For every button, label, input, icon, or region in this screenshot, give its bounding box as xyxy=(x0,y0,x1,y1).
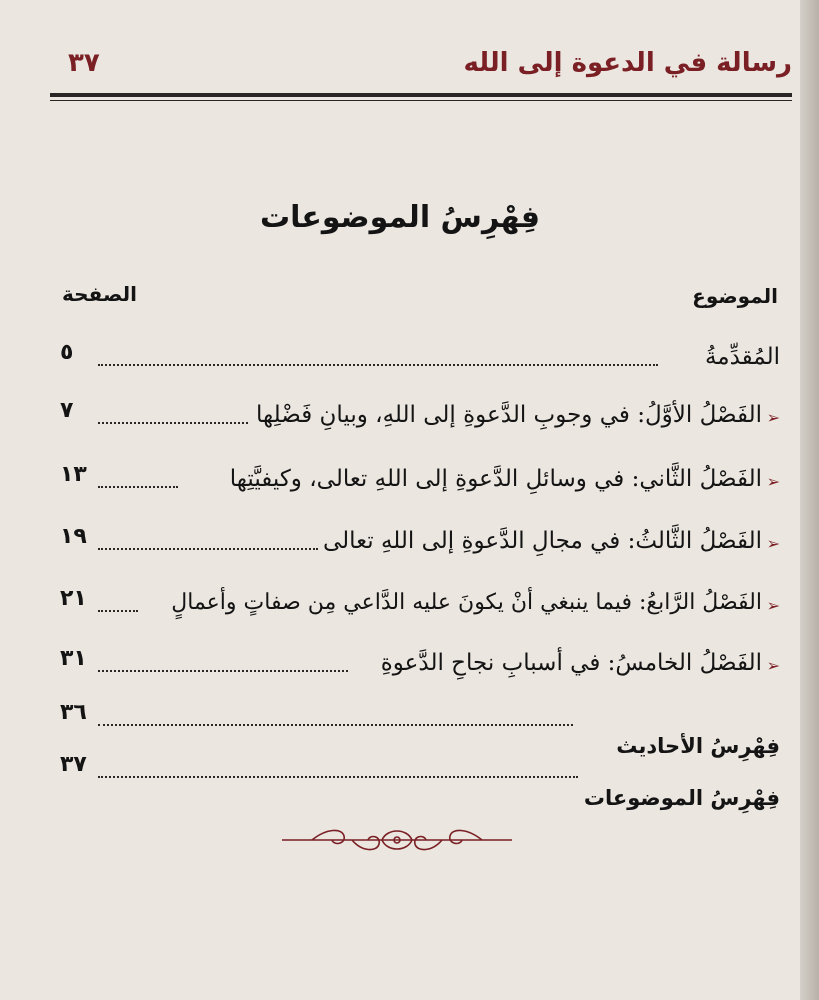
leader-dots xyxy=(98,702,573,726)
leader-dots xyxy=(98,342,658,366)
toc-entry-introduction xyxy=(60,340,780,380)
page-number: ٣٧ xyxy=(68,48,100,78)
leader-dots xyxy=(98,754,578,778)
toc-entry-page: ٣٦ xyxy=(60,700,87,725)
arrowhead-bullet-icon: ➢ xyxy=(766,656,780,675)
toc-entry-page: ١٩ xyxy=(60,524,87,549)
toc-entry-text: الفَصْلُ الرَّابعُ: فيما ينبغي أنْ يكونَ عليه الدَّاعي مِن صفاتٍ وأعمالٍ xyxy=(171,590,762,615)
book-spine-edge xyxy=(800,0,819,1000)
toc-entry-page: ٣٧ xyxy=(60,752,87,777)
flourish-ornament-icon xyxy=(282,820,512,860)
arrowhead-bullet-icon: ➢ xyxy=(766,408,780,427)
toc-entry-page: ٢١ xyxy=(60,586,87,611)
toc-entry-text: المُقدِّمةُ xyxy=(704,344,780,370)
toc-entry-text: فِهْرِسُ الموضوعات xyxy=(583,786,780,810)
leader-dots xyxy=(98,648,348,672)
toc-entry-chapter-2 xyxy=(60,462,780,502)
leader-dots xyxy=(98,588,138,612)
toc-entry-text: الفَصْلُ الثَّالثُ: في مجالِ الدَّعوةِ إلى اللهِ تعالى xyxy=(322,528,762,554)
leader-dots xyxy=(98,400,248,424)
toc-entry-page: ٥ xyxy=(60,340,74,365)
leader-dots xyxy=(98,464,178,488)
arrowhead-bullet-icon: ➢ xyxy=(766,472,780,491)
toc-entry-text: الفَصْلُ الخامسُ: في أسبابِ نجاحِ الدَّعوةِ xyxy=(380,650,762,676)
toc-entry-topics-index xyxy=(60,752,780,818)
toc-entry-chapter-5 xyxy=(60,646,780,686)
toc-entry-text: فِهْرِسُ الأحاديث xyxy=(616,734,780,758)
toc-entry-page: ٧ xyxy=(60,398,74,423)
toc-entry-text: الفَصْلُ الأوَّلُ: في وجوبِ الدَّعوةِ إلى اللهِ، وبيانِ فَضْلِها xyxy=(256,402,762,428)
toc-entry-text: الفَصْلُ الثَّاني: في وسائلِ الدَّعوةِ إلى اللهِ تعالى، وكيفيَّتِها xyxy=(229,466,762,492)
leader-dots xyxy=(98,526,318,550)
toc-title: فِهْرِسُ الموضوعات xyxy=(259,200,541,235)
toc-entry-chapter-4 xyxy=(60,586,780,626)
toc-entry-chapter-1 xyxy=(60,398,780,438)
arrowhead-bullet-icon: ➢ xyxy=(766,596,780,615)
toc-entry-page: ١٣ xyxy=(60,462,87,487)
toc-entry-page: ٣١ xyxy=(60,646,87,671)
toc-entry-chapter-3 xyxy=(60,524,780,564)
arrowhead-bullet-icon: ➢ xyxy=(766,534,780,553)
column-header-page: الصفحة xyxy=(62,282,138,306)
running-title: رسالة في الدعوة إلى الله xyxy=(463,48,792,78)
column-header-topic: الموضوع xyxy=(692,284,778,308)
